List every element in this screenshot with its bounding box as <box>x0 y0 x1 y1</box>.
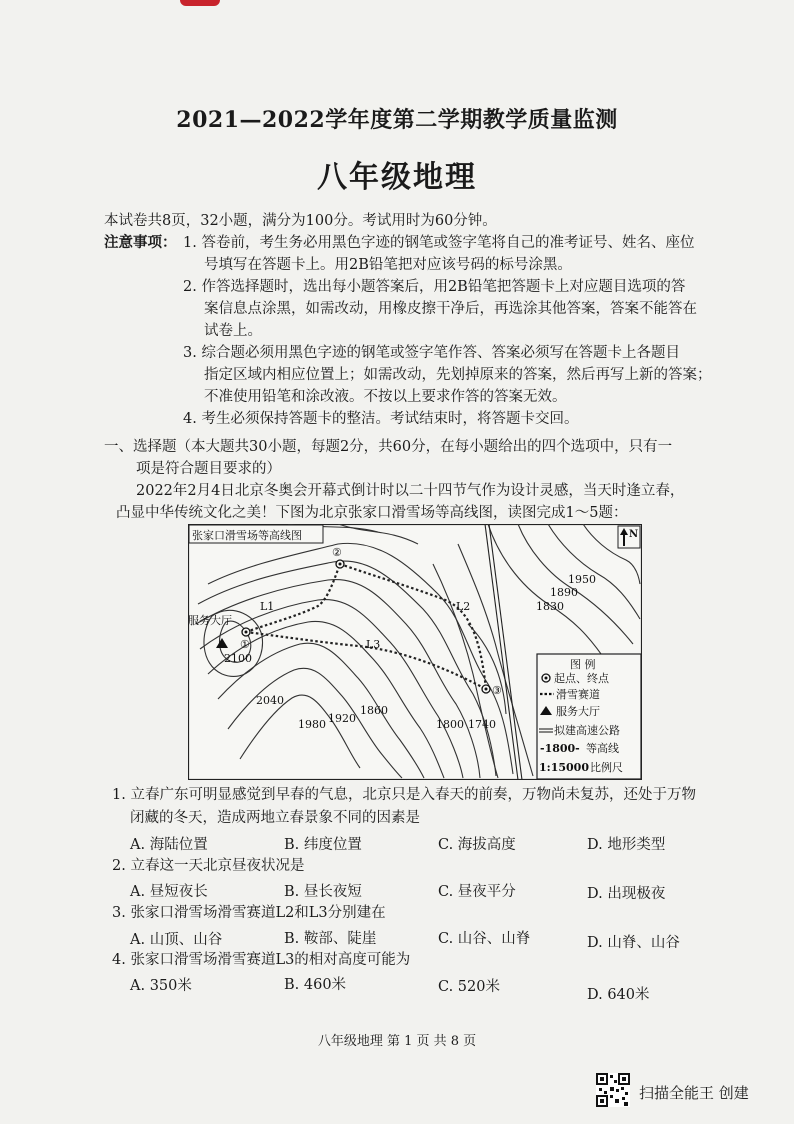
notice-item: 不准使用铅笔和涂改液。不按以上要求作答的答案无效。 <box>204 389 567 405</box>
notice-item: 4. 考生必须保持答题卡的整洁。考试结束时，将答题卡交回。 <box>183 411 579 427</box>
option-d: D. 山脊、山谷 <box>587 935 680 951</box>
legend-scale: 比例尺 <box>590 761 623 774</box>
context-text: 凸显中华传统文化之美！下图为北京张家口滑雪场等高线图，读图完成1～5题： <box>116 505 628 521</box>
page-footer: 八年级地理 第 1 页 共 8 页 <box>317 1034 477 1049</box>
exam-title: 2021—2022学年度第二学期教学质量监测 <box>176 107 618 133</box>
context-text: 2022年2月4日北京冬奥会开幕式倒计时以二十四节气作为设计灵感，当天时逢立春， <box>136 483 685 499</box>
elevation-label: 1830 <box>536 600 564 613</box>
elevation-label: 1860 <box>360 704 388 717</box>
track-l3-label: L3 <box>366 638 381 651</box>
qr-code-icon <box>596 1073 630 1107</box>
option-d: D. 出现极夜 <box>587 886 666 902</box>
section-heading: 项是符合题目要求的） <box>136 461 281 477</box>
option-b: B. 纬度位置 <box>284 837 362 853</box>
legend-contour: 等高线 <box>586 742 619 755</box>
elevation-label: 1800 <box>436 718 464 731</box>
elevation-label: 2040 <box>256 694 284 707</box>
elevation-label: 1950 <box>568 573 596 586</box>
notice-item: 号填写在答题卡上。用2B铅笔把对应该号码的标号涂黑。 <box>204 257 572 273</box>
option-c: C. 山谷、山脊 <box>438 931 531 947</box>
legend-title: 图 例 <box>570 658 596 671</box>
question-4: 4. 张家口滑雪场滑雪赛道L3的相对高度可能为 <box>112 952 411 968</box>
north-label: N <box>629 529 639 540</box>
legend-scale-value: 1:15000 <box>539 761 589 774</box>
option-d: D. 地形类型 <box>587 837 666 853</box>
option-c: C. 海拔高度 <box>438 837 516 853</box>
contour-map <box>188 524 642 780</box>
question-1-cont: 闭藏的冬天，造成两地立春景象不同的因素是 <box>130 810 420 826</box>
elevation-label: 2100 <box>224 652 252 665</box>
north-arrow <box>618 526 640 548</box>
notice-item: 指定区域内相应位置上；如需改动，先划掉原来的答案，然后再写上新的答案； <box>204 367 712 383</box>
subject-title: 八年级地理 <box>317 160 477 195</box>
track-l2-label: L2 <box>456 600 471 613</box>
notice-item: 1. 答卷前，考生务必用黑色字迹的钢笔或签字笔将自己的准考证号、姓名、座位 <box>183 235 695 251</box>
option-d: D. 640米 <box>587 987 650 1003</box>
point-3-label: ③ <box>492 684 502 697</box>
notice-item: 3. 综合题必须用黑色字迹的钢笔或签字笔作答、答案必须写在答题卡上各题目 <box>183 345 680 361</box>
question-3: 3. 张家口滑雪场滑雪赛道L2和L3分别建在 <box>112 905 386 921</box>
point-2-label: ② <box>332 546 342 559</box>
red-mark <box>180 0 220 6</box>
question-1: 1. 立春广东可明显感觉到早春的气息，北京只是入春天的前奏，万物尚未复苏，还处于万物 <box>112 787 696 803</box>
scanner-watermark: 扫描全能王 创建 <box>639 1084 749 1102</box>
track-l1-label: L1 <box>260 600 275 613</box>
elevation-label: 1980 <box>298 718 326 731</box>
notice-item: 试卷上。 <box>204 323 262 339</box>
legend-start-end: 起点、终点 <box>554 672 609 685</box>
notice-item: 2. 作答选择题时，选出每小题答案后，用2B铅笔把答题卡上对应题目选项的答 <box>183 279 686 295</box>
map-legend <box>537 654 641 779</box>
elevation-label: 1740 <box>468 718 496 731</box>
intro-line: 本试卷共8页，32小题，满分为100分。考试用时为60分钟。 <box>104 213 497 229</box>
service-hall-label: 服务大厅 <box>188 614 232 627</box>
option-b: B. 鞍部、陡崖 <box>284 931 377 947</box>
option-a: A. 350米 <box>130 978 192 994</box>
map-title: 张家口滑雪场等高线图 <box>192 529 302 542</box>
option-b: B. 昼长夜短 <box>284 884 362 900</box>
legend-service-hall: 服务大厅 <box>556 705 600 718</box>
option-c: C. 昼夜平分 <box>438 884 516 900</box>
section-heading: 一、选择题（本大题共30小题，每题2分，共60分，在每小题给出的四个选项中，只有一 <box>104 439 673 455</box>
notice-label: 注意事项： <box>104 234 177 251</box>
option-a: A. 昼短夜长 <box>130 884 208 900</box>
point-1-label: ① <box>240 638 250 651</box>
elevation-label: 1920 <box>328 712 356 725</box>
option-c: C. 520米 <box>438 979 500 995</box>
legend-highway: 拟建高速公路 <box>554 724 620 737</box>
legend-ski-track: 滑雪赛道 <box>556 688 600 701</box>
option-b: B. 460米 <box>284 977 347 993</box>
elevation-label: 1890 <box>550 586 578 599</box>
notice-item: 案信息点涂黑，如需改动，用橡皮擦干净后，再选涂其他答案，答案不能答在 <box>204 301 697 317</box>
question-2: 2. 立春这一天北京昼夜状况是 <box>112 858 305 874</box>
option-a: A. 山顶、山谷 <box>130 932 223 948</box>
option-a: A. 海陆位置 <box>130 837 208 853</box>
legend-contour-sample: -1800- <box>540 742 580 755</box>
